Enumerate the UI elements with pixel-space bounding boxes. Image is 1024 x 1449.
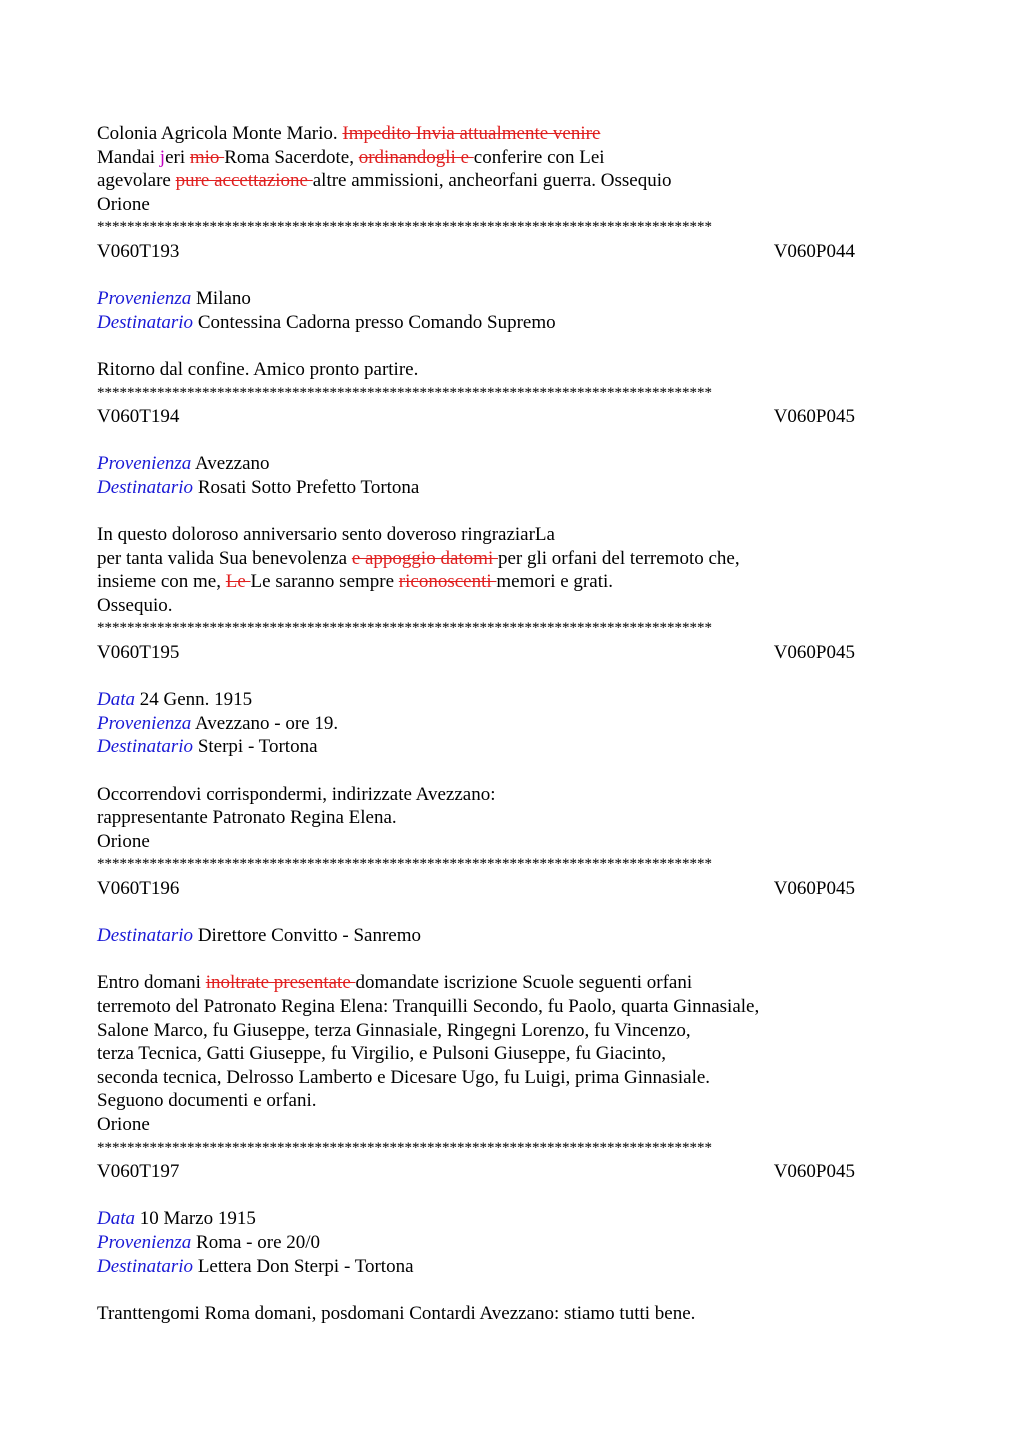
field-label: Data <box>97 1208 135 1230</box>
entry192-signature: Orione <box>97 193 150 215</box>
entry-code-t: V060T193 <box>97 240 180 262</box>
field-value: 10 Marzo 1915 <box>135 1208 256 1230</box>
document-page <box>97 122 927 1325</box>
field-label: Destinatario <box>97 311 194 333</box>
field-label: Destinatario <box>97 1255 194 1277</box>
field-value: Avezzano <box>191 453 270 475</box>
field-value: Lettera Don Sterpi - Tortona <box>193 1255 414 1277</box>
separator: ********************************************************************************** <box>97 219 712 236</box>
entry193-provenienza <box>97 287 927 311</box>
entry195-destinatario <box>97 735 927 759</box>
entry196-codes <box>97 877 855 901</box>
entry-code-t: V060T196 <box>97 878 180 899</box>
spacer <box>97 759 927 783</box>
text: Colonia Agricola Monte Mario. <box>97 123 343 144</box>
field-value: Rosati Sotto Prefetto Tortona <box>193 476 420 498</box>
field-label: Provenienza <box>97 1231 192 1253</box>
entry-code-p: V060P045 <box>773 878 855 899</box>
entry196-body-line5: seconda tecnica, Delrosso Lamberto e Dicesare Ugo, fu Luigi, prima Ginnasiale. <box>97 1066 711 1088</box>
entry194-body-line3 <box>97 570 927 594</box>
field-label: Data <box>97 689 135 711</box>
text: insieme con me, <box>97 571 226 593</box>
entry-code-p: V060P045 <box>773 1161 855 1183</box>
field-value: Direttore Convitto - Sanremo <box>193 925 422 947</box>
text: agevolare <box>97 170 176 192</box>
entry-code-p: V060P044 <box>773 240 855 262</box>
text: per tanta valida Sua benevolenza <box>97 547 352 569</box>
text: per gli orfani del terremoto che, <box>497 547 740 569</box>
text: Entro domani <box>97 972 206 994</box>
deleted-text: inoltrate presentate <box>205 972 356 994</box>
spacer <box>97 334 927 358</box>
entry197-provenienza <box>97 1231 927 1255</box>
entry-code-p: V060P045 <box>773 406 855 428</box>
entry195-body-line2: rappresentante Patronato Regina Elena. <box>97 807 397 829</box>
entry194-body-line4: Ossequio. <box>97 594 173 616</box>
text: Le saranno sempre <box>250 571 399 593</box>
entry197-data <box>97 1207 927 1231</box>
deleted-text: e appoggio datomi <box>351 547 498 569</box>
entry196-body-line6: Seguono documenti e orfani. <box>97 1090 317 1112</box>
entry196-body-line4: terza Tecnica, Gatti Giuseppe, fu Virgilio, e Pulsoni Giuseppe, fu Giacinto, <box>97 1043 666 1065</box>
entry194-body-line1: In questo doloroso anniversario sento doveroso ringraziarLa <box>97 524 555 546</box>
entry195-provenienza <box>97 712 927 736</box>
deleted-text: mio <box>189 146 225 168</box>
deleted-text: ordinandogli e <box>358 146 474 168</box>
text: conferire con Lei <box>473 146 605 168</box>
field-value: 24 Genn. 1915 <box>135 689 253 711</box>
spacer <box>97 264 927 288</box>
entry196-destinatario <box>97 924 927 948</box>
entry195-body-line1: Occorrendovi corrispondermi, indirizzate Avezzano: <box>97 783 496 805</box>
entry197-body-line1: Tranttengomi Roma domani, posdomani Contardi Avezzano: stiamo tutti bene. <box>97 1302 696 1324</box>
entry197-destinatario <box>97 1255 927 1279</box>
entry194-codes <box>97 405 855 429</box>
spacer <box>97 500 927 524</box>
spacer <box>97 901 927 925</box>
entry-code-t: V060T195 <box>97 642 180 664</box>
entry195-codes <box>97 641 855 665</box>
inserted-text: j <box>159 146 166 168</box>
entry194-body-line2 <box>97 547 927 571</box>
entry193-destinatario <box>97 311 927 335</box>
field-value: Avezzano - ore 19. <box>191 712 339 734</box>
text: eri <box>165 146 190 168</box>
text: domandate iscrizione Scuole seguenti orfani <box>355 972 693 994</box>
entry194-provenienza <box>97 452 927 476</box>
entry196-body-line1 <box>97 971 927 995</box>
separator: ********************************************************************************** <box>97 620 712 637</box>
field-value: Contessina Cadorna presso Comando Supremo <box>193 311 556 333</box>
entry196-body-line7: Orione <box>97 1113 150 1135</box>
deleted-text: pure accettazione <box>175 170 313 192</box>
entry192-line1 <box>97 122 927 146</box>
entry192-line3 <box>97 169 927 193</box>
entry195-body-line3: Orione <box>97 830 150 852</box>
entry196-body-line2: terremoto del Patronato Regina Elena: Tranquilli Secondo, fu Paolo, quarta Ginnasiale, <box>97 995 760 1017</box>
deleted-text: riconoscenti <box>398 571 497 593</box>
spacer <box>97 665 927 689</box>
entry197-codes <box>97 1160 855 1184</box>
separator: ********************************************************************************** <box>97 1139 712 1156</box>
entry195-data <box>97 688 927 712</box>
field-value: Sterpi - Tortona <box>193 736 318 758</box>
field-label: Destinatario <box>97 736 194 758</box>
deleted-text: Le <box>225 571 251 593</box>
field-value: Milano <box>191 288 251 310</box>
text: memori e grati. <box>496 571 614 593</box>
separator: ********************************************************************************** <box>97 856 712 873</box>
entry-code-p: V060P045 <box>773 642 855 664</box>
entry193-body: Ritorno dal confine. Amico pronto partire. <box>97 358 419 380</box>
spacer <box>97 429 927 453</box>
entry-code-t: V060T194 <box>97 406 180 428</box>
entry192-line2 <box>97 146 927 170</box>
field-label: Destinatario <box>97 925 194 947</box>
spacer <box>97 1278 927 1302</box>
separator: ********************************************************************************** <box>97 384 712 401</box>
spacer <box>97 948 927 972</box>
entry196-body-line3: Salone Marco, fu Giuseppe, terza Ginnasiale, Ringegni Lorenzo, fu Vincenzo, <box>97 1019 691 1041</box>
field-label: Provenienza <box>97 453 192 475</box>
field-label: Provenienza <box>97 712 192 734</box>
entry194-destinatario <box>97 476 927 500</box>
deleted-text: Impedito Invia attualmente venire <box>342 123 601 144</box>
field-label: Destinatario <box>97 476 194 498</box>
entry-code-t: V060T197 <box>97 1161 180 1183</box>
field-value: Roma - ore 20/0 <box>191 1231 321 1253</box>
spacer <box>97 1184 927 1208</box>
text: Roma Sacerdote, <box>224 146 359 168</box>
text: altre ammissioni, ancheorfani guerra. Ossequio <box>312 170 672 192</box>
text: Mandai <box>97 146 160 168</box>
field-label: Provenienza <box>97 288 192 310</box>
entry193-codes <box>97 240 855 264</box>
